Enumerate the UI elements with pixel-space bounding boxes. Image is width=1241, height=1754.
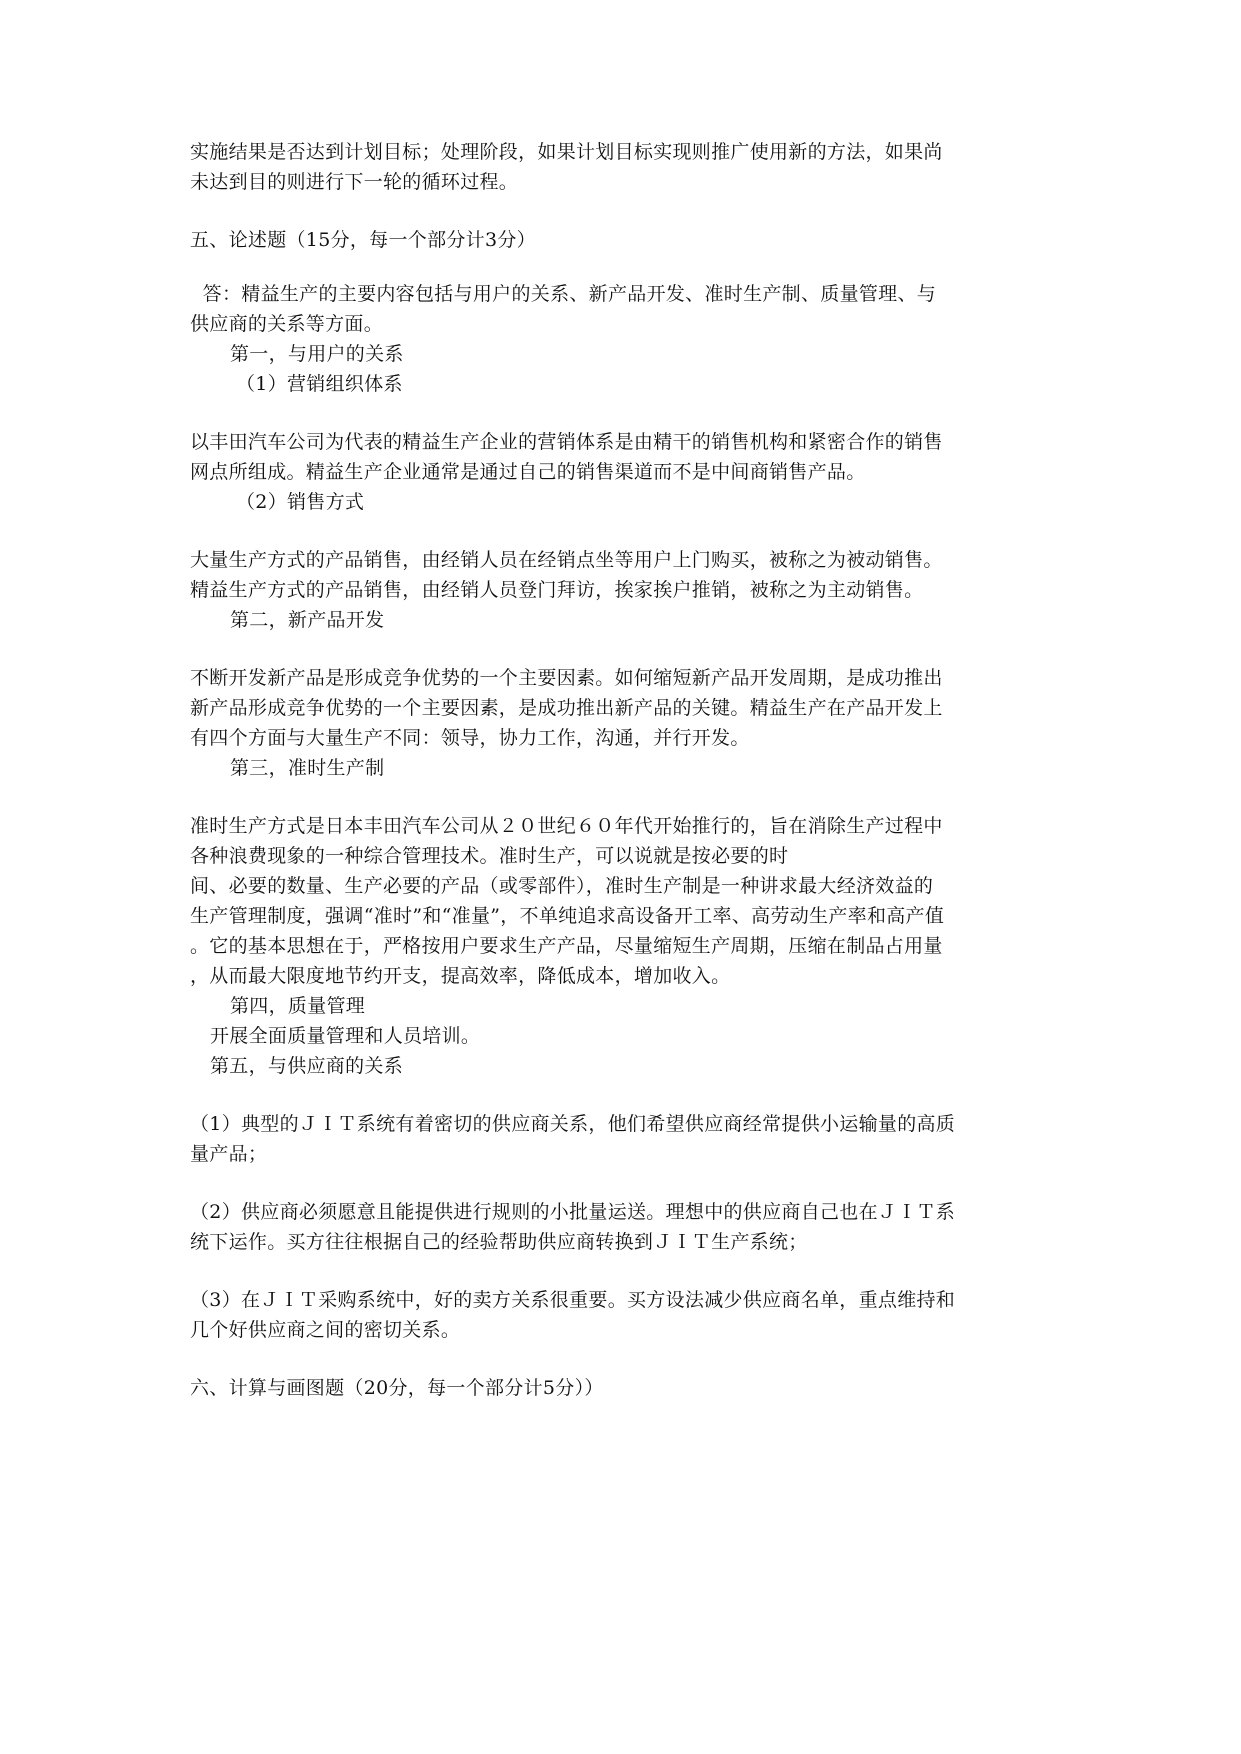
- part5-item2-line-1: （2）供应商必须愿意且能提供进行规则的小批量运送。理想中的供应商自己也在ＪＩＴ系: [190, 1201, 956, 1223]
- part4-heading: 第四，质量管理: [230, 995, 366, 1017]
- part3-heading: 第三，准时生产制: [230, 757, 385, 779]
- part3-line-5: 。它的基本思想在于，严格按用户要求生产产品，尽量缩短生产周期，压缩在制品占用量: [190, 935, 943, 957]
- part5-item2-line-2: 统下运作。买方往往根据自己的经验帮助供应商转换到ＪＩＴ生产系统；: [190, 1231, 808, 1253]
- part1-sub2-line-2: 精益生产方式的产品销售，由经销人员登门拜访，挨家挨户推销，被称之为主动销售。: [190, 579, 924, 601]
- answer-line-2: 供应商的关系等方面。: [190, 313, 384, 335]
- part1-sub1-heading: （1）营销组织体系: [236, 373, 403, 395]
- section6-heading: 六、计算与画图题（20分，每一个部分计5分））: [190, 1377, 604, 1399]
- section5-heading: 五、论述题（15分，每一个部分计3分）: [190, 229, 536, 251]
- part2-line-2: 新产品形成竞争优势的一个主要因素，是成功推出新产品的关键。精益生产在产品开发上: [190, 697, 943, 719]
- part5-item1-line-1: （1）典型的ＪＩＴ系统有着密切的供应商关系，他们希望供应商经常提供小运输量的高质: [190, 1113, 956, 1135]
- part1-sub2-line-1: 大量生产方式的产品销售，由经销人员在经销点坐等用户上门购买，被称之为被动销售。: [190, 549, 943, 571]
- part3-line-3: 间、必要的数量、生产必要的产品（或零部件），准时生产制是一种讲求最大经济效益的: [190, 875, 934, 897]
- part1-sub2-heading: （2）销售方式: [236, 491, 365, 513]
- part3-line-1: 准时生产方式是日本丰田汽车公司从２０世纪６０年代开始推行的，旨在消除生产过程中: [190, 815, 943, 837]
- part5-heading: 第五，与供应商的关系: [210, 1055, 404, 1077]
- intro-line-1: 实施结果是否达到计划目标；处理阶段，如果计划目标实现则推广使用新的方法，如果尚: [190, 141, 943, 163]
- part2-line-1: 不断开发新产品是形成竞争优势的一个主要因素。如何缩短新产品开发周期，是成功推出: [190, 667, 943, 689]
- part4-text: 开展全面质量管理和人员培训。: [210, 1025, 481, 1047]
- part2-line-3: 有四个方面与大量生产不同：领导，协力工作，沟通，并行开发。: [190, 727, 750, 749]
- part1-heading: 第一，与用户的关系: [230, 343, 404, 365]
- part3-line-2: 各种浪费现象的一种综合管理技术。准时生产，可以说就是按必要的时: [190, 845, 789, 867]
- part5-item1-line-2: 量产品；: [190, 1143, 268, 1165]
- part3-line-4: 生产管理制度，强调“准时”和“准量”，不单纯追求高设备开工率、高劳动生产率和高产值: [190, 905, 945, 927]
- part2-heading: 第二，新产品开发: [230, 609, 385, 631]
- intro-line-2: 未达到目的则进行下一轮的循环过程。: [190, 171, 519, 193]
- part3-line-6: ，从而最大限度地节约开支，提高效率，降低成本，增加收入。: [190, 965, 731, 987]
- part5-item3-line-1: （3）在ＪＩＴ采购系统中，好的卖方关系很重要。买方设法减少供应商名单，重点维持和: [190, 1289, 956, 1311]
- part1-sub1-line-1: 以丰田汽车公司为代表的精益生产企业的营销体系是由精干的销售机构和紧密合作的销售: [190, 431, 943, 453]
- answer-line-1: 答：精益生产的主要内容包括与用户的关系、新产品开发、准时生产制、质量管理、与: [190, 283, 937, 305]
- part1-sub1-line-2: 网点所组成。精益生产企业通常是通过自己的销售渠道而不是中间商销售产品。: [190, 461, 866, 483]
- part5-item3-line-2: 几个好供应商之间的密切关系。: [190, 1319, 461, 1341]
